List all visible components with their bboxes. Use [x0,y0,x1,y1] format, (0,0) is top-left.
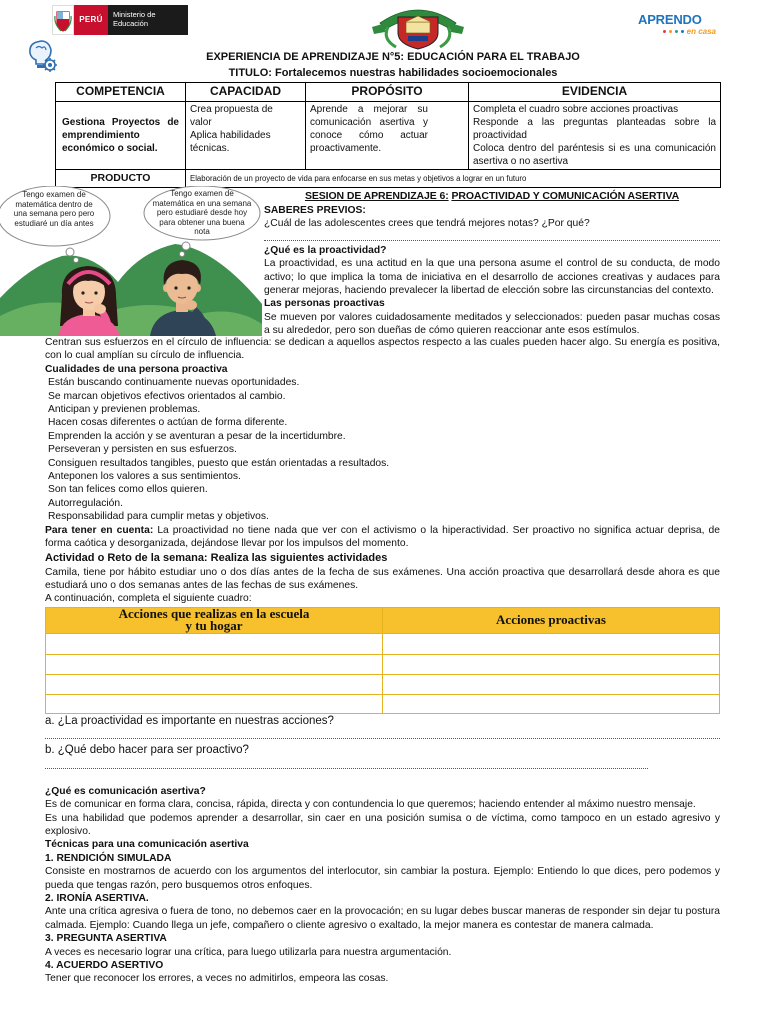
worksheet-title-block [20,49,766,81]
list-item: Anteponen los valores a sus sentimientos. [48,471,241,483]
table-cell [46,694,383,713]
plan-table-row [56,102,721,170]
proactivity-question: ¿Qué es la proactividad? [264,244,387,256]
list-item: Están buscando continuamente nuevas oportunidades. [48,377,300,389]
dot-icon [675,30,678,33]
answer-dotted-line [45,757,648,769]
assertive-question: ¿Qué es comunicación asertiva? [45,785,206,797]
dot-icon [681,30,684,33]
list-item: Emprenden la acción y se aventuran a pesar de la incertidumbre. [48,430,346,442]
evidencia-cell [469,102,721,170]
proactive-people-label: Las personas proactivas [264,298,385,310]
technique-text: Ante una crítica agresiva o fuera de tono, no debemos caer en la provocación; en su lugar debes buscar maneras de responder sin dejar tu postura calmada. Ejemplo: Cuando llega un jefe, compañero o cliente agresivo o exaltado, la mejor manera es contestar de manera calmada. [45,906,720,931]
note-label: Para tener en cuenta: [45,524,154,536]
minedu-ministry-label: Ministerio de Educación [113,10,156,28]
header-proposito: PROPÓSITO [306,83,469,102]
session-heading [264,189,720,204]
plan-table-header-row [56,83,721,102]
question-a: a. ¿La proactividad es importante en nuestras acciones? [45,714,334,727]
answer-dotted-line [45,728,720,739]
header-capacidad: CAPACIDAD [186,83,306,102]
table-cell [383,654,720,674]
evidencia-item: Completa el cuadro sobre acciones proactivas [473,104,679,115]
answer-dotted-line [264,231,720,241]
assertive-definition: Es de comunicar en forma clara, concisa, rápida, directa y con contundencia lo que queremos; haciendo entender al máximo nuestro mensaje. [45,799,696,811]
list-item: Hacen cosas diferentes o actúan de forma diferente. [48,417,288,429]
evidencia-item: Responde a las preguntas planteadas sobre la proactividad [473,117,716,141]
technique-title: 4. ACUERDO ASERTIVO [45,960,164,971]
capacidad-item: Aplica habilidades técnicas. [190,130,271,154]
school-crest-logo [372,3,464,50]
activity-table-header [46,607,720,633]
technique-text: Tener que reconocer los errores, a veces no admitirlos, empeora las cosas. [45,973,389,985]
question-b: b. ¿Qué debo hacer para ser proactivo? [45,743,249,756]
capacidad-item: Crea propuesta de valor [190,104,273,128]
worksheet-title: EXPERIENCIA DE APRENDIZAJE N°5: EDUCACIÓN PARA EL TRABAJO [206,51,580,63]
table-cell [46,654,383,674]
aprendo-tagline-row [638,27,716,36]
producto-text: Elaboración de un proyecto de vida para enfocarse en sus metas y objetivos a lograr en un futuro [186,170,721,188]
capacidad-cell [186,102,306,170]
aprendo-tagline: en casa [686,27,716,36]
technique-title: 2. IRONÍA ASERTIVA. [45,892,149,904]
producto-row [56,170,721,188]
dot-icon [669,30,672,33]
technique-title: 1. RENDICIÓN SIMULADA [45,852,172,864]
list-item: Perseveran y persisten en sus esfuerzos. [48,444,237,456]
note-paragraph [45,524,720,551]
influence-paragraph: Centran sus esfuerzos en el círculo de influencia: se dedican a aquellos aspectos respecto a las cuales pueden hacer algo. Su energía es positiva, con lo cual amplían su círculo de influencia. [45,337,720,362]
minedu-country-label: PERÚ [74,5,108,35]
activity-table-row [46,674,720,694]
qualities-list [45,376,720,523]
prior-knowledge-question: ¿Cuál de las adolescentes crees que tendrá mejores notas? ¿Por qué? [264,218,590,230]
header-line: y tu hogar [185,618,243,634]
list-item: Autorregulación. [48,497,123,509]
session-intro [264,189,720,338]
header-competencia: COMPETENCIA [56,83,186,102]
technique-text: A veces es necesario lograr una crítica, para luego utilizarla para nuestra argumentación. [45,946,452,958]
activity-case: Camila, tiene por hábito estudiar uno o dos días antes de la fecha de sus exámenes. Una acción proactiva que desarrollará desde ahora es que estudiará uno o dos semanas antes de las fechas de sus exámenes. [45,566,720,591]
list-item: Consiguen resultados tangibles, puesto que están orientadas a resultados. [48,457,390,469]
main-content [45,336,720,986]
boy-bubble-text: Tengo examen de matemática en una semana pero estudiaré desde hoy para obtener una buena nota [152,189,252,236]
session-heading-topic: PROACTIVIDAD Y COMUNICACIÓN ASERTIVA [451,190,680,202]
girl-bubble-text: Tengo examen de matemática dentro de una semana pero pero estudiaré un día antes [13,190,95,228]
techniques-label: Técnicas para una comunicación asertiva [45,839,249,851]
table-cell [46,674,383,694]
qualities-label: Cualidades de una persona proactiva [45,363,228,375]
table-cell [383,674,720,694]
activity-table [45,607,720,714]
worksheet-subtitle: TITULO: Fortalecemos nuestras habilidades socioemocionales [228,67,558,79]
activity-table-header-right: Acciones proactivas [383,607,720,633]
producto-label: PRODUCTO [56,170,186,188]
session-heading-number: SESION DE APRENDIZAJE 6: [304,190,449,202]
table-cell [46,633,383,654]
list-item: Responsabilidad para cumplir metas y objetivos. [48,511,269,523]
list-item: Anticipan y previenen problemas. [48,404,201,416]
minedu-logo [52,5,188,35]
proactive-people-text: Se mueven por valores cuidadosamente meditados y seleccionados: pueden pasar muchas cosas a su alrededor, pero son dueñas de cómo quieren reaccionar ante esos estímulos. [264,311,720,337]
proactivity-definition: La proactividad, es una actitud en la que una persona asume el control de su conducta, de modo activo; lo que implica la toma de iniciativa en el desarrollo de acciones creativas y audaces para generar mejoras, haciendo prevalecer la libertad de elección sobre las circunstancias del contexto. [264,258,720,297]
prior-knowledge-label: SABERES PREVIOS: [264,205,366,216]
minedu-ministry-box [108,5,188,35]
evidencia-item: Coloca dentro del paréntesis si es una comunicación asertiva o no asertiva [473,143,716,167]
peru-coat-of-arms-icon [52,5,74,35]
activity-instruction: A continuación, completa el siguiente cuadro: [45,593,252,605]
list-item: Son tan felices como ellos quieren. [48,484,208,496]
activity-table-row [46,633,720,654]
dot-icon [663,30,666,33]
plan-table [55,82,721,188]
table-cell [383,694,720,713]
aprendo-name: APRENDO [638,12,702,27]
activity-table-row [46,654,720,674]
assertive-skill: Es una habilidad que podemos aprender a desarrollar, sin caer en una posición sumisa o de víctima, como tampoco en un estado agresivo y explosivo. [45,812,720,837]
green-hills [0,244,262,336]
proposito-cell: Aprende a mejorar su comunicación asertiva y conoce cómo actuar proactivamente. [306,102,469,170]
table-cell [383,633,720,654]
activity-title: Actividad o Reto de la semana: Realiza las siguientes actividades [45,551,388,564]
header-line: Acciones que realizas en la escuela [118,606,310,622]
technique-title: 3. PREGUNTA ASERTIVA [45,933,167,945]
list-item: Se marcan objetivos efectivos orientados al cambio. [48,390,286,402]
note-text: La proactividad no tiene nada que ver con el activismo o la hiperactividad. Ser proactivo no significa actuar deprisa, de forma caótica y desorganizada, dejándose llevar por los impulsos del momento. [45,524,720,550]
competencia-cell: Gestiona Proyectos de emprendimiento económico o social. [56,102,186,170]
technique-text: Consiste en mostrarnos de acuerdo con los argumentos del interlocutor, sin cambiar la postura. Ejemplo: Entiendo lo que dices, pero podemos y pueda que tengas razón, pero busquemos otros enfoques. [45,866,720,891]
aprendo-en-casa-logo [638,13,716,36]
activity-table-header-left [46,607,383,633]
header-evidencia: EVIDENCIA [469,83,721,102]
activity-table-row [46,694,720,713]
